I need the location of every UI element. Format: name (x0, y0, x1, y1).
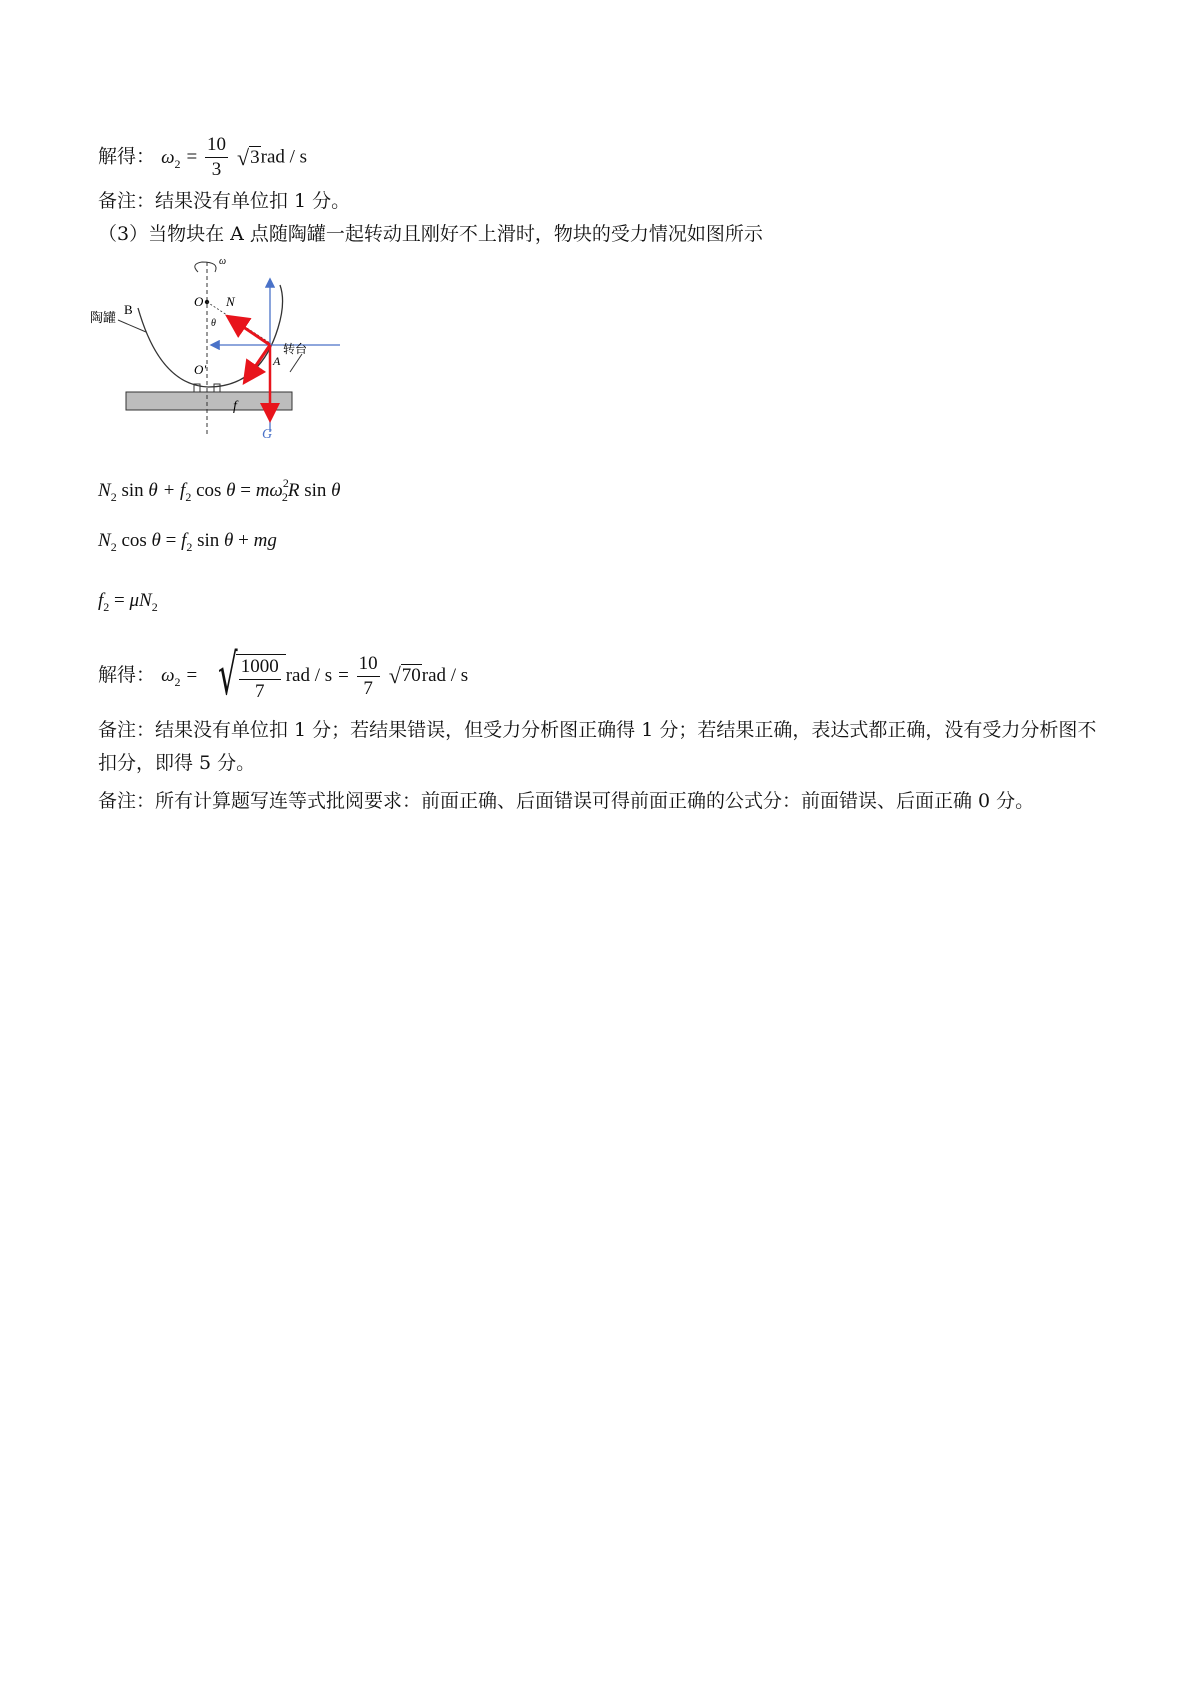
svg-text:θ: θ (211, 318, 216, 329)
turntable-plate (126, 392, 292, 410)
jar-bowl-curve (138, 285, 283, 387)
equation-vertical: $N_2$ $\cos \theta = f_2$ sin θ + mg (98, 530, 277, 554)
fraction: $\frac{10}{7}$ (358, 652, 378, 699)
solution-prefix: 解得： (98, 664, 156, 686)
svg-text:陶罐: 陶罐 (90, 310, 117, 325)
note-grading-diagram: 备注：结果没有单位扣 1 分；若结果错误，但受力分析图正确得 1 分；若结果正确，表达式都正确，没有受力分析图不扣分，即得 5 分。 (98, 719, 1097, 774)
note-unit-deduction: 备注：结果没有单位扣 1 分。 (98, 190, 351, 212)
svg-text:G: G (262, 427, 273, 442)
solution-omega2-result: 解得： $\omega_2$ = $\frac{10}{3}$ √ 3 rad / s (98, 134, 308, 180)
svg-text:B: B (124, 302, 133, 317)
unit: rad / s (285, 665, 333, 686)
rotation-arrow-icon (195, 262, 216, 272)
svg-text:A: A (273, 354, 281, 368)
note-grading-chain: 备注：所有计算题写连等式批阅要求：前面正确、后面错误可得前面正确的公式分：前面错误、后面正确 0 分。 (98, 790, 1035, 812)
unit: rad / s (421, 665, 469, 686)
square-root: √ $\frac{1000}{7}$ (202, 648, 286, 704)
equation-friction: $f_2 = \mu N_2$ (98, 590, 158, 614)
svg-text:转台: 转台 (283, 342, 308, 356)
solution-prefix: 解得： (98, 145, 156, 168)
fraction: $\frac{10}{3}$ (207, 134, 226, 180)
unit: rad / s (260, 146, 308, 168)
square-root: √ 3 (237, 144, 260, 170)
svg-text:ω: ω (219, 256, 227, 267)
fraction: $\frac{1000}{7}$ (240, 656, 279, 702)
friction-force-arrow (246, 345, 270, 380)
force-diagram (90, 250, 360, 445)
normal-force-arrow (230, 318, 270, 345)
equation-horizontal: $N_2$ $\sin \theta + f_2$ $\cos \theta = m\omega^2_2R$ sin θ (98, 476, 341, 504)
svg-text:N: N (226, 294, 235, 309)
solution-omega2-final: 解得： $\omega_2$ = √ $\frac{1000}{7}$ rad / s = $\frac{10}{7}$ √ 70 rad / s (98, 643, 469, 708)
part-3-heading: （3）当物块在 A 点随陶罐一起转动且刚好不上滑时，物块的受力情况如图所示 (98, 223, 763, 245)
square-root: √ 70 (388, 663, 421, 688)
svg-text:O': O' (194, 362, 207, 377)
svg-text:f: f (233, 399, 237, 414)
svg-text:O: O (194, 294, 204, 309)
